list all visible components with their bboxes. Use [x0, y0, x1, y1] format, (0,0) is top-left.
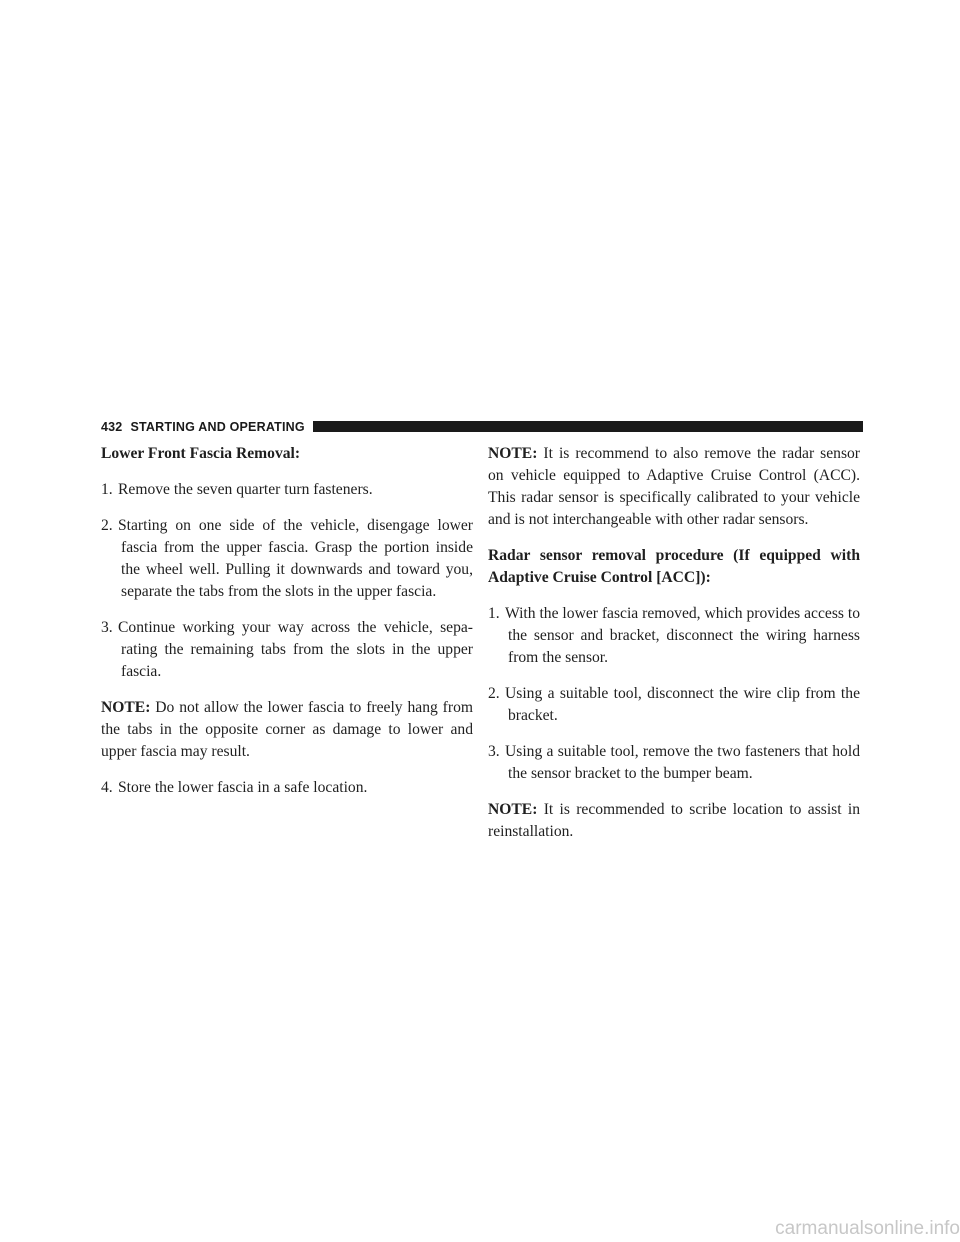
list-item — [101, 479, 473, 501]
page-header — [101, 418, 863, 435]
step-text: With the lower fascia removed, which provides access to the sensor and bracket, disconnect the wiring harness from the sensor. — [505, 605, 860, 666]
step-text: Starting on one side of the vehicle, disengage lower fascia from the upper fascia. Grasp the portion inside the wheel well. Pulling it downwards and toward you, separate the tabs from the slots in the upper fascia. — [118, 517, 473, 600]
note-paragraph — [488, 799, 860, 843]
header-rule — [313, 421, 863, 432]
page-number: 432 — [101, 419, 123, 434]
note-label: NOTE: — [488, 801, 538, 818]
section-title: STARTING AND OPERATING — [130, 419, 305, 434]
list-item — [101, 777, 473, 799]
right-column — [488, 443, 860, 857]
radar-removal-heading: Radar sensor removal procedure (If equipped with Adaptive Cruise Control [ACC]): — [488, 547, 860, 586]
step-text: Using a suitable tool, remove the two fasteners that hold the sensor bracket to the bumper beam. — [505, 743, 860, 782]
lower-fascia-heading: Lower Front Fascia Removal: — [101, 445, 301, 462]
list-item — [488, 741, 860, 785]
note-label: NOTE: — [101, 699, 151, 716]
note-text: It is recommend to also remove the radar sensor on vehicle equipped to Adaptive Cruise Control (ACC). This radar sensor is specifically calibrated to your vehicle and is not interchangeable with other radar sensors. — [488, 445, 860, 528]
step-text: Store the lower fascia in a safe location. — [118, 779, 368, 796]
note-paragraph — [488, 443, 860, 531]
step-text: Continue working your way across the vehicle, sepa- rating the remaining tabs from the slots in the upper fascia. — [118, 619, 473, 680]
list-item — [488, 683, 860, 727]
watermark: carmanualsonline.info — [775, 1218, 960, 1239]
note-label: NOTE: — [488, 445, 538, 462]
step-text: Remove the seven quarter turn fasteners. — [118, 481, 373, 498]
step-number: 1. — [101, 481, 113, 498]
step-number: 4. — [101, 779, 113, 796]
note-text: Do not allow the lower fascia to freely hang from the tabs in the opposite corner as damage to lower and upper fascia may result. — [101, 699, 473, 760]
left-column — [101, 443, 473, 813]
list-item — [488, 603, 860, 669]
note-text: It is recommended to scribe location to assist in reinstallation. — [488, 801, 860, 840]
step-number: 3. — [488, 743, 500, 760]
step-number: 2. — [488, 685, 500, 702]
step-number: 3. — [101, 619, 113, 636]
note-paragraph — [101, 697, 473, 763]
step-number: 2. — [101, 517, 113, 534]
step-text: Using a suitable tool, disconnect the wire clip from the bracket. — [505, 685, 860, 724]
list-item — [101, 617, 473, 683]
list-item — [101, 515, 473, 603]
step-number: 1. — [488, 605, 500, 622]
